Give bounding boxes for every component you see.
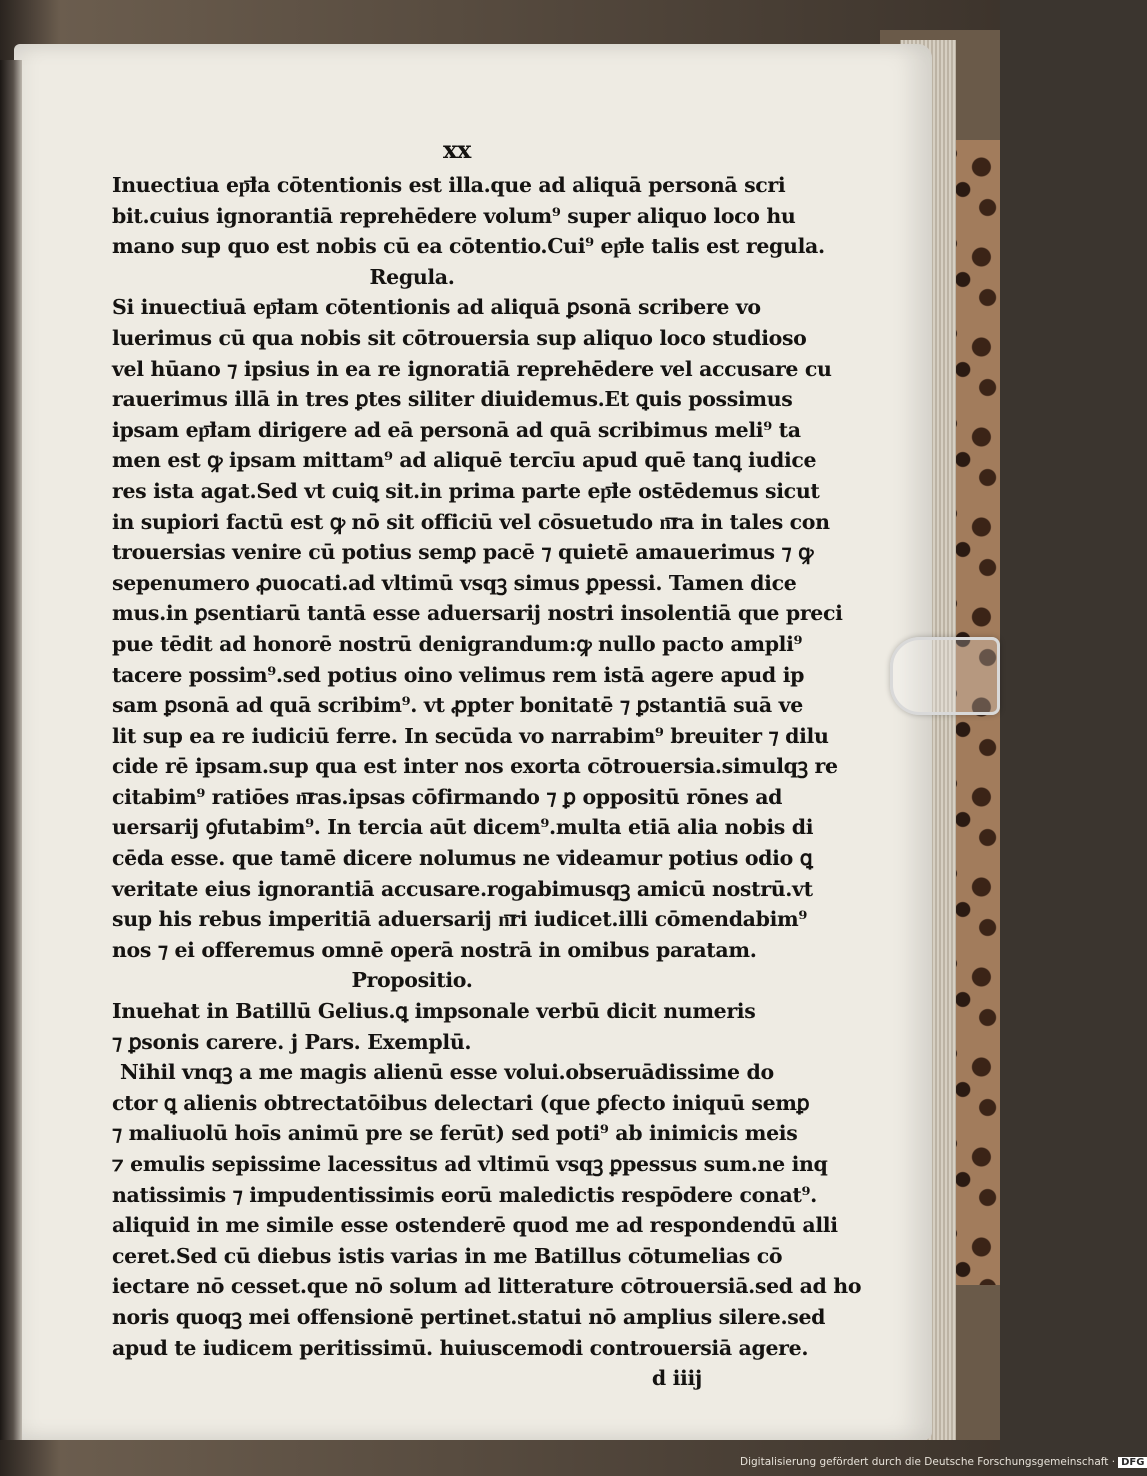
text-line: uersarij ꝯfutabim⁹. In tercia aūt dicem⁹.multa etiā alia nobis di [112,815,814,840]
clear-page-clip [890,637,1000,715]
text-line: lit sup ea re iudiciū ferre. In secūda vo narrabim⁹ breuiter ⁊ dilu [112,723,829,748]
text-line: ⁊ ꝑsonis carere. j Pars. Exemplū. [112,1029,472,1054]
text-line: tacere possim⁹.sed potius oino velimus rem istā agere apud ip [112,662,805,687]
text-line: pue tēdit ad honorē nostrū denigrandum:ꝙ nullo pacto ampli⁹ [112,631,803,656]
text-line: veritate eius ignorantiā accusare.rogabimusqꝫ amicū nostrū.vt [112,876,813,901]
page-text-block [112,130,862,1394]
text-line: rauerimus illā in tres ꝑtes siliter diuidemus.Et ꝗuis possimus [112,387,793,412]
signature-mark: d iiij [651,1366,702,1391]
section-heading-regula: Regula. [369,264,455,289]
book-gutter [0,60,22,1440]
text-line: noris quoqꝫ mei offensionē pertinet.statui nō amplius silere.sed [112,1304,826,1329]
text-line: apud te iudicem peritissimū. huiuscemodi controuersiā agere. [112,1335,809,1360]
text-line: sam ꝑsonā ad quā scribim⁹. vt ꝓpter bonitatē ⁊ ꝑstantiā suā ve [112,693,803,718]
text-line: Si inuectiuā ep͞lam cōtentionis ad aliquā ꝑsonā scribere vo [112,295,761,320]
dfg-logo: DFG [1118,1457,1147,1468]
text-line: iectare nō cesset.que nō solum ad litterature cōtrouersiā.sed ad ho [112,1274,862,1299]
section-heading-propositio: Propositio. [351,968,473,993]
folio-number: xx [443,135,471,164]
text-line: ⁊ maliuolū hoīs animū pre se ferūt) sed poti⁹ ab inimicis meis [112,1121,798,1146]
text-line: Inuehat in Batillū Gelius.ꝗ impsonale verbū dicit numeris [112,999,756,1024]
text-line: bit.cuius ignorantiā reprehēdere volum⁹ super aliquo loco hu [112,203,796,228]
text-line: men est ꝙ ipsam mittam⁹ ad aliquē tercīu apud quē tanꝗ iudice [112,448,817,473]
footer-credit-text: Digitalisierung gefördert durch die Deutsche Forschungsgemeinschaft · [740,1456,1116,1468]
text-line: in supiori factū est ꝙ nō sit officiū vel cōsuetudo n͞ra in tales con [112,509,830,534]
text-line: aliquid in me simile esse ostenderē quod me ad respondendū alli [112,1213,838,1238]
text-line: sup his rebus imperitiā aduersarij n͞ri iudicet.illi cōmendabim⁹ [112,907,808,932]
text-line: citabim⁹ ratiōes n͞ras.ipsas cōfirmando ⁊ ꝑ oppositū rōnes ad [112,784,783,809]
text-line: ceret.Sed cū diebus istis varias in me Batillus cōtumelias cō [112,1243,783,1268]
text-line: res ista agat.Sed vt cuiꝗ sit.in prima parte ep͞le ostēdemus sicut [112,478,820,503]
text-line: Inuectiua ep͞la cōtentionis est illa.que ad aliquā personā scri [112,173,786,197]
digitization-footer [740,1456,1145,1474]
text-line: mus.in ꝑsentiarū tantā esse aduersarij nostri insolentiā que preci [112,601,843,626]
text-line: ipsam ep͞lam dirigere ad eā personā ad quā scribimus meli⁹ ta [112,417,801,442]
text-line: sepenumero ꝓuocati.ad vltimū vsqꝫ simus ꝑpessi. Tamen dice [112,570,797,595]
text-line: ⁊ emulis sepissime lacessitus ad vltimū vsqꝫ ꝑpessus sum.ne inq [112,1152,828,1176]
text-line: vel hūano ⁊ ipsius in ea re ignoratiā reprehēdere vel accusare cu [112,356,832,381]
text-line: Nihil vnqꝫ a me magis alienū esse volui.obseruādissime do [120,1060,774,1085]
text-line: cēda esse. que tamē dicere nolumus ne videamur potius odio ꝗ [112,846,813,871]
text-line: trouersias venire cū potius semꝑ pacē ⁊ quietē amauerimus ⁊ ꝙ [112,540,814,565]
text-line: cide rē ipsam.sup qua est inter nos exorta cōtrouersia.simulqꝫ re [112,754,838,779]
text-line: ctor ꝗ alienis obtrectatōibus delectari (que ꝑfecto iniquū semꝑ [112,1090,810,1115]
text-line: luerimus cū qua nobis sit cōtrouersia sup aliquo loco studioso [112,325,807,350]
text-line: natissimis ⁊ impudentissimis eorū maledictis respōdere conat⁹. [112,1182,817,1207]
text-line: mano sup quo est nobis cū ea cōtentio.Cui⁹ ep͞le talis est regula. [112,234,825,259]
text-line: nos ⁊ ei offeremus omnē operā nostrā in omibus paratam. [112,937,757,962]
